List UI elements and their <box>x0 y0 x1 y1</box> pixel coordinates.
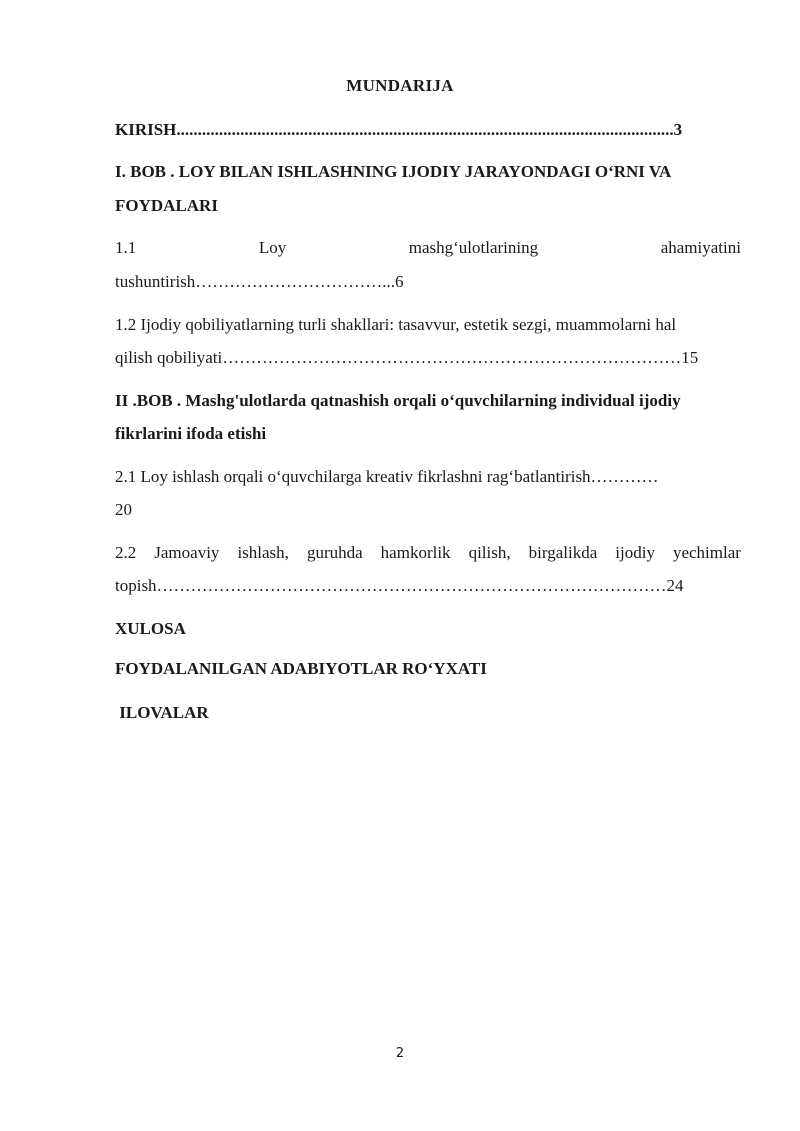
toc-chapter-2-line-2: fikrlarini ifoda etishi <box>115 424 267 443</box>
toc-word: 1.1 <box>115 238 137 257</box>
toc-word: guruhda <box>306 543 363 562</box>
toc-section-2-2-line-1 <box>115 541 741 565</box>
toc-entry-xulosa: XULOSA <box>115 619 186 638</box>
toc-word: 2.2 <box>115 543 137 562</box>
toc-word: qilish, <box>468 543 511 562</box>
toc-word: ahamiyatini <box>660 238 741 257</box>
toc-section-1-1-line-2: tushuntirish……………………………...6 <box>115 272 404 291</box>
toc-chapter-1-line-1: I. BOB . LOY BILAN ISHLASHNING IJODIY JARAYONDAGI O‘RNI VA <box>115 162 672 181</box>
toc-section-1-2-line-2: qilish qobiliyati………………………………………………………………………15 <box>115 348 699 367</box>
toc-word: yechimlar <box>672 543 741 562</box>
toc-word: hamkorlik <box>380 543 451 562</box>
toc-section-1-2-line-1: 1.2 Ijodiy qobiliyatlarning turli shakllari: tasavvur, estetik sezgi, muammolarni hal <box>115 315 677 334</box>
toc-word: ijodiy <box>615 543 655 562</box>
toc-section-2-2-line-2: topish………………………………………………………………………………24 <box>115 576 684 595</box>
toc-section-1-1-line-1 <box>115 236 741 260</box>
page-title: MUNDARIJA <box>346 76 454 95</box>
toc-entry-adabiyotlar: FOYDALANILGAN ADABIYOTLAR RO‘YXATI <box>115 659 487 678</box>
toc-word: ishlash, <box>237 543 289 562</box>
toc-chapter-2-line-1: II .BOB . Mashg'ulotlarda qatnashish orqali o‘quvchilarning individual ijodiy <box>115 391 681 410</box>
toc-word: mashg‘ulotlarining <box>408 238 539 257</box>
toc-section-2-1-line-2: 20 <box>115 500 132 519</box>
toc-chapter-1-line-2: FOYDALARI <box>115 196 218 215</box>
page-number: 2 <box>395 1046 405 1061</box>
toc-word: Loy <box>258 238 287 257</box>
toc-entry-kirish: KIRISH.....................................................................................................................3 <box>115 120 683 139</box>
toc-word: birgalikda <box>528 543 598 562</box>
toc-word: Jamoaviy <box>154 543 220 562</box>
toc-section-2-1-line-1: 2.1 Loy ishlash orqali o‘quvchilarga kreativ fikrlashni rag‘batlantirish………… <box>115 467 659 486</box>
toc-entry-ilovalar: ILOVALAR <box>115 703 209 722</box>
